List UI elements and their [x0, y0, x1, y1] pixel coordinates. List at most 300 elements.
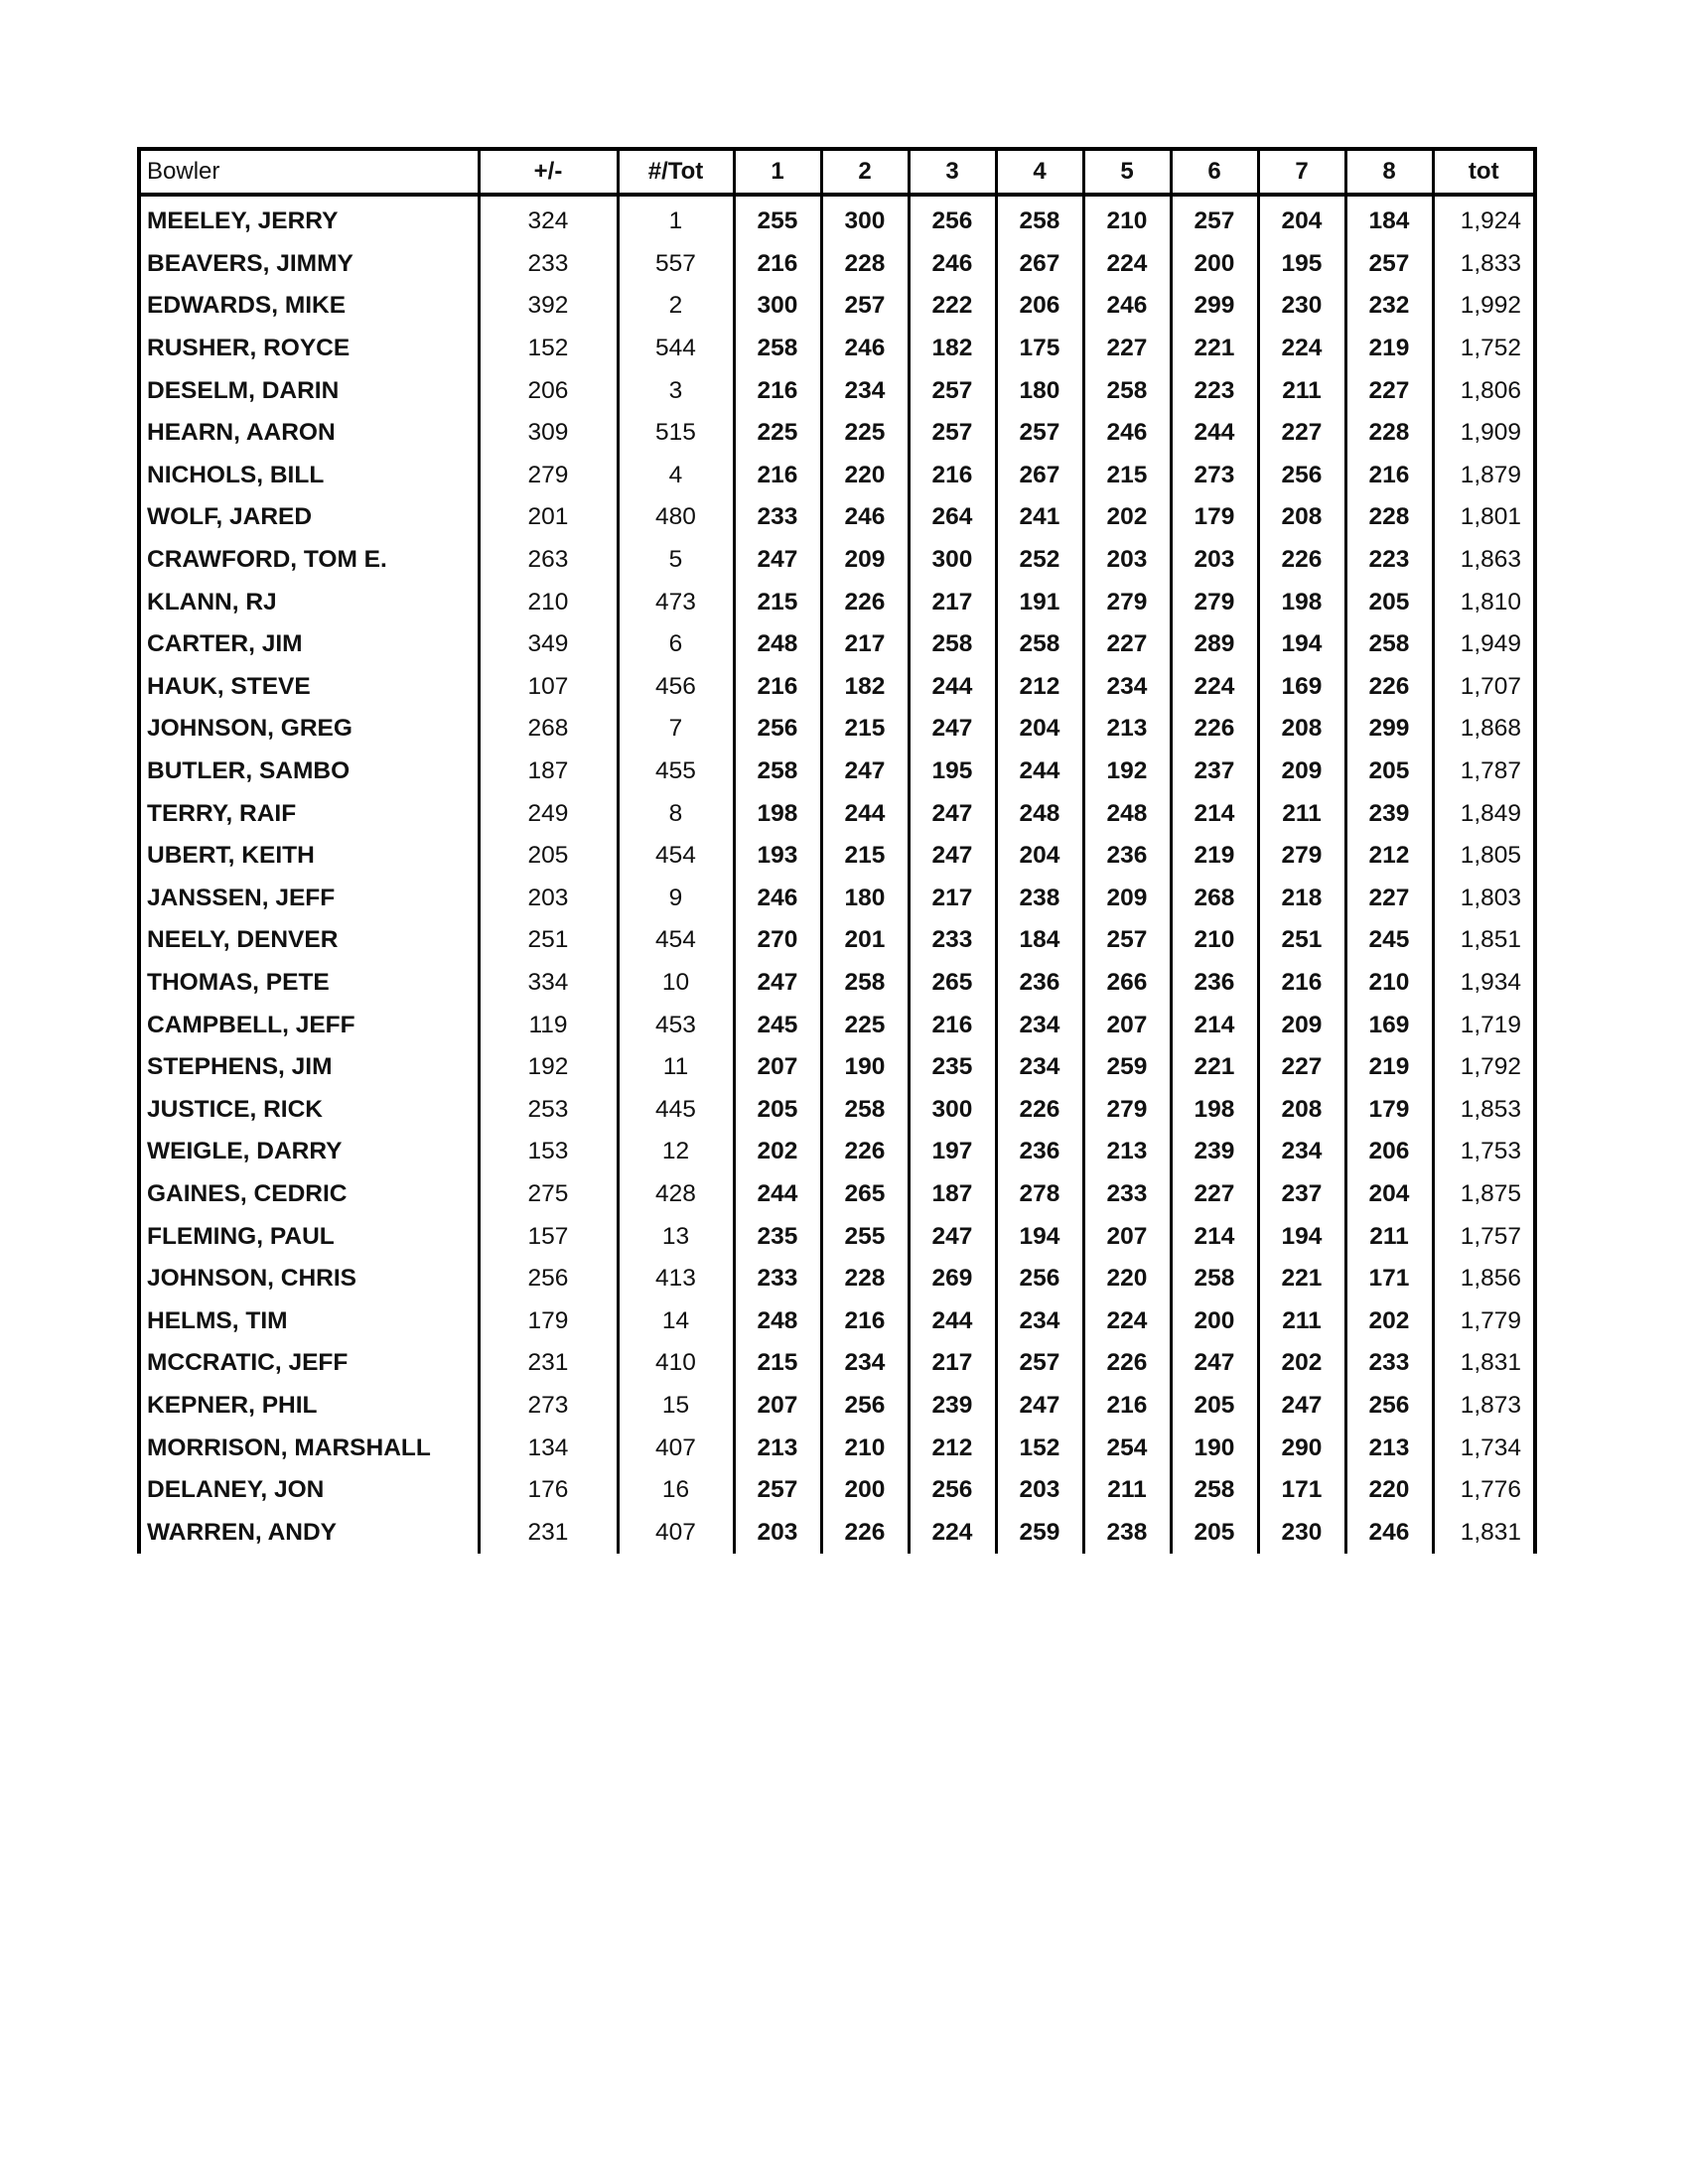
cell-game-5: 213 [1083, 708, 1171, 751]
cell-bowler: MCCRATIC, JEFF [139, 1342, 479, 1385]
column-header-game-1: 1 [734, 149, 821, 195]
cell-game-6: 237 [1171, 751, 1258, 793]
bowler-score-table [137, 147, 1537, 1554]
table-row [139, 792, 1535, 835]
cell-game-4: 184 [996, 919, 1083, 962]
cell-game-2: 217 [821, 623, 909, 666]
cell-game-3: 300 [909, 539, 996, 582]
cell-game-6: 214 [1171, 1215, 1258, 1258]
cell-game-8: 184 [1345, 195, 1433, 243]
cell-game-1: 255 [734, 195, 821, 243]
cell-game-7: 227 [1258, 1046, 1345, 1089]
cell-total: 1,875 [1433, 1173, 1535, 1216]
cell-game-4: 259 [996, 1511, 1083, 1554]
cell-game-1: 216 [734, 455, 821, 497]
cell-bowler: RUSHER, ROYCE [139, 328, 479, 370]
cell-game-4: 191 [996, 581, 1083, 623]
cell-game-3: 182 [909, 328, 996, 370]
cell-game-3: 216 [909, 1004, 996, 1046]
cell-game-7: 211 [1258, 369, 1345, 412]
cell-game-8: 232 [1345, 285, 1433, 328]
cell-game-4: 226 [996, 1088, 1083, 1131]
cell-plus-minus: 324 [479, 195, 618, 243]
cell-game-6: 236 [1171, 962, 1258, 1005]
cell-total: 1,853 [1433, 1088, 1535, 1131]
column-header-game-5: 5 [1083, 149, 1171, 195]
cell-game-8: 210 [1345, 962, 1433, 1005]
cell-game-3: 222 [909, 285, 996, 328]
cell-game-6: 221 [1171, 1046, 1258, 1089]
cell-game-8: 204 [1345, 1173, 1433, 1216]
cell-game-1: 216 [734, 243, 821, 286]
cell-game-3: 239 [909, 1385, 996, 1428]
cell-game-1: 245 [734, 1004, 821, 1046]
cell-game-3: 247 [909, 792, 996, 835]
table-row [139, 539, 1535, 582]
cell-game-3: 247 [909, 708, 996, 751]
cell-game-1: 205 [734, 1088, 821, 1131]
cell-plus-minus: 251 [479, 919, 618, 962]
cell-game-5: 220 [1083, 1258, 1171, 1300]
cell-game-7: 221 [1258, 1258, 1345, 1300]
table-row [139, 1385, 1535, 1428]
cell-bowler: CAMPBELL, JEFF [139, 1004, 479, 1046]
cell-game-5: 254 [1083, 1427, 1171, 1469]
cell-bowler: BUTLER, SAMBO [139, 751, 479, 793]
cell-game-8: 245 [1345, 919, 1433, 962]
cell-total: 1,909 [1433, 412, 1535, 455]
cell-game-1: 215 [734, 581, 821, 623]
cell-game-6: 200 [1171, 243, 1258, 286]
cell-game-2: 182 [821, 666, 909, 709]
cell-bowler: DELANEY, JON [139, 1469, 479, 1512]
cell-game-4: 204 [996, 708, 1083, 751]
cell-plus-minus: 231 [479, 1511, 618, 1554]
cell-total: 1,803 [1433, 878, 1535, 920]
cell-game-5: 207 [1083, 1004, 1171, 1046]
cell-game-2: 265 [821, 1173, 909, 1216]
cell-game-7: 237 [1258, 1173, 1345, 1216]
cell-plus-minus: 134 [479, 1427, 618, 1469]
cell-bowler: KLANN, RJ [139, 581, 479, 623]
cell-game-2: 228 [821, 1258, 909, 1300]
cell-game-6: 179 [1171, 496, 1258, 539]
table-row [139, 1173, 1535, 1216]
cell-game-6: 239 [1171, 1131, 1258, 1173]
cell-game-3: 197 [909, 1131, 996, 1173]
cell-total: 1,992 [1433, 285, 1535, 328]
cell-game-5: 215 [1083, 455, 1171, 497]
cell-game-4: 152 [996, 1427, 1083, 1469]
cell-game-6: 227 [1171, 1173, 1258, 1216]
cell-game-4: 203 [996, 1469, 1083, 1512]
cell-total: 1,734 [1433, 1427, 1535, 1469]
cell-plus-minus: 176 [479, 1469, 618, 1512]
cell-bowler: BEAVERS, JIMMY [139, 243, 479, 286]
cell-total: 1,810 [1433, 581, 1535, 623]
cell-game-1: 257 [734, 1469, 821, 1512]
cell-plus-minus: 206 [479, 369, 618, 412]
cell-total: 1,779 [1433, 1299, 1535, 1342]
cell-game-3: 264 [909, 496, 996, 539]
cell-game-6: 200 [1171, 1299, 1258, 1342]
cell-game-5: 211 [1083, 1469, 1171, 1512]
cell-game-5: 258 [1083, 369, 1171, 412]
cell-game-1: 235 [734, 1215, 821, 1258]
table-row [139, 1299, 1535, 1342]
cell-game-7: 234 [1258, 1131, 1345, 1173]
cell-pin-total: 515 [618, 412, 734, 455]
cell-game-4: 244 [996, 751, 1083, 793]
cell-game-7: 208 [1258, 708, 1345, 751]
cell-game-6: 244 [1171, 412, 1258, 455]
cell-game-3: 256 [909, 1469, 996, 1512]
cell-game-2: 247 [821, 751, 909, 793]
cell-game-1: 215 [734, 1342, 821, 1385]
cell-game-3: 247 [909, 835, 996, 878]
cell-total: 1,849 [1433, 792, 1535, 835]
cell-game-6: 273 [1171, 455, 1258, 497]
cell-bowler: CRAWFORD, TOM E. [139, 539, 479, 582]
cell-pin-total: 6 [618, 623, 734, 666]
cell-game-1: 202 [734, 1131, 821, 1173]
cell-game-2: 201 [821, 919, 909, 962]
cell-game-2: 210 [821, 1427, 909, 1469]
cell-plus-minus: 203 [479, 878, 618, 920]
cell-pin-total: 413 [618, 1258, 734, 1300]
cell-game-8: 219 [1345, 328, 1433, 370]
cell-game-8: 213 [1345, 1427, 1433, 1469]
cell-game-5: 234 [1083, 666, 1171, 709]
cell-game-4: 258 [996, 623, 1083, 666]
table-row [139, 369, 1535, 412]
cell-game-2: 220 [821, 455, 909, 497]
cell-game-2: 226 [821, 581, 909, 623]
table-row [139, 708, 1535, 751]
cell-game-7: 290 [1258, 1427, 1345, 1469]
cell-game-8: 228 [1345, 412, 1433, 455]
cell-game-2: 228 [821, 243, 909, 286]
cell-game-1: 248 [734, 623, 821, 666]
cell-pin-total: 410 [618, 1342, 734, 1385]
cell-bowler: HAUK, STEVE [139, 666, 479, 709]
cell-plus-minus: 268 [479, 708, 618, 751]
table-row [139, 835, 1535, 878]
cell-total: 1,801 [1433, 496, 1535, 539]
cell-pin-total: 4 [618, 455, 734, 497]
cell-game-2: 226 [821, 1511, 909, 1554]
cell-game-2: 256 [821, 1385, 909, 1428]
cell-game-8: 227 [1345, 369, 1433, 412]
cell-plus-minus: 256 [479, 1258, 618, 1300]
cell-game-5: 257 [1083, 919, 1171, 962]
cell-game-4: 252 [996, 539, 1083, 582]
cell-bowler: UBERT, KEITH [139, 835, 479, 878]
cell-total: 1,707 [1433, 666, 1535, 709]
cell-game-2: 225 [821, 1004, 909, 1046]
cell-plus-minus: 275 [479, 1173, 618, 1216]
cell-game-7: 194 [1258, 623, 1345, 666]
cell-game-6: 279 [1171, 581, 1258, 623]
cell-game-5: 248 [1083, 792, 1171, 835]
cell-total: 1,787 [1433, 751, 1535, 793]
cell-game-8: 205 [1345, 581, 1433, 623]
cell-game-3: 269 [909, 1258, 996, 1300]
cell-game-4: 206 [996, 285, 1083, 328]
cell-game-7: 218 [1258, 878, 1345, 920]
cell-game-2: 226 [821, 1131, 909, 1173]
cell-game-3: 235 [909, 1046, 996, 1089]
cell-game-3: 233 [909, 919, 996, 962]
cell-game-4: 256 [996, 1258, 1083, 1300]
cell-plus-minus: 210 [479, 581, 618, 623]
cell-pin-total: 473 [618, 581, 734, 623]
cell-game-5: 246 [1083, 412, 1171, 455]
table-row [139, 1258, 1535, 1300]
cell-pin-total: 15 [618, 1385, 734, 1428]
cell-game-2: 209 [821, 539, 909, 582]
cell-bowler: DESELM, DARIN [139, 369, 479, 412]
cell-game-5: 224 [1083, 243, 1171, 286]
cell-pin-total: 14 [618, 1299, 734, 1342]
cell-pin-total: 10 [618, 962, 734, 1005]
cell-game-1: 207 [734, 1385, 821, 1428]
cell-total: 1,924 [1433, 195, 1535, 243]
cell-game-6: 219 [1171, 835, 1258, 878]
cell-game-1: 193 [734, 835, 821, 878]
cell-game-2: 215 [821, 835, 909, 878]
cell-total: 1,805 [1433, 835, 1535, 878]
cell-game-4: 247 [996, 1385, 1083, 1428]
cell-game-3: 217 [909, 878, 996, 920]
cell-game-4: 234 [996, 1046, 1083, 1089]
cell-game-1: 233 [734, 1258, 821, 1300]
cell-game-2: 246 [821, 328, 909, 370]
cell-game-6: 210 [1171, 919, 1258, 962]
cell-plus-minus: 309 [479, 412, 618, 455]
cell-pin-total: 7 [618, 708, 734, 751]
table-row [139, 581, 1535, 623]
cell-bowler: MORRISON, MARSHALL [139, 1427, 479, 1469]
cell-game-4: 180 [996, 369, 1083, 412]
cell-game-7: 209 [1258, 751, 1345, 793]
cell-game-7: 211 [1258, 792, 1345, 835]
cell-game-2: 180 [821, 878, 909, 920]
cell-bowler: JOHNSON, GREG [139, 708, 479, 751]
cell-game-3: 244 [909, 666, 996, 709]
cell-total: 1,757 [1433, 1215, 1535, 1258]
cell-game-6: 224 [1171, 666, 1258, 709]
cell-game-5: 226 [1083, 1342, 1171, 1385]
cell-game-1: 300 [734, 285, 821, 328]
cell-game-8: 220 [1345, 1469, 1433, 1512]
cell-game-1: 207 [734, 1046, 821, 1089]
cell-game-1: 233 [734, 496, 821, 539]
table-row [139, 962, 1535, 1005]
cell-game-2: 246 [821, 496, 909, 539]
cell-plus-minus: 253 [479, 1088, 618, 1131]
cell-game-4: 257 [996, 1342, 1083, 1385]
cell-total: 1,753 [1433, 1131, 1535, 1173]
cell-game-7: 202 [1258, 1342, 1345, 1385]
cell-game-4: 236 [996, 1131, 1083, 1173]
cell-game-7: 227 [1258, 412, 1345, 455]
cell-pin-total: 455 [618, 751, 734, 793]
column-header-game-7: 7 [1258, 149, 1345, 195]
cell-pin-total: 5 [618, 539, 734, 582]
cell-game-3: 246 [909, 243, 996, 286]
cell-game-3: 257 [909, 369, 996, 412]
cell-bowler: CARTER, JIM [139, 623, 479, 666]
cell-game-3: 247 [909, 1215, 996, 1258]
cell-game-1: 216 [734, 666, 821, 709]
cell-game-7: 208 [1258, 496, 1345, 539]
cell-game-3: 265 [909, 962, 996, 1005]
cell-game-4: 241 [996, 496, 1083, 539]
cell-game-4: 236 [996, 962, 1083, 1005]
cell-game-6: 190 [1171, 1427, 1258, 1469]
cell-game-2: 225 [821, 412, 909, 455]
column-header-plus-minus: +/- [479, 149, 618, 195]
cell-game-5: 259 [1083, 1046, 1171, 1089]
cell-game-2: 215 [821, 708, 909, 751]
cell-game-4: 267 [996, 455, 1083, 497]
cell-game-3: 256 [909, 195, 996, 243]
cell-game-8: 257 [1345, 243, 1433, 286]
cell-total: 1,831 [1433, 1511, 1535, 1554]
column-header-game-3: 3 [909, 149, 996, 195]
cell-pin-total: 3 [618, 369, 734, 412]
cell-game-6: 247 [1171, 1342, 1258, 1385]
cell-game-1: 203 [734, 1511, 821, 1554]
cell-game-8: 258 [1345, 623, 1433, 666]
cell-game-1: 213 [734, 1427, 821, 1469]
cell-plus-minus: 334 [479, 962, 618, 1005]
table-row [139, 1004, 1535, 1046]
cell-game-8: 227 [1345, 878, 1433, 920]
cell-game-8: 179 [1345, 1088, 1433, 1131]
cell-pin-total: 454 [618, 919, 734, 962]
cell-game-7: 247 [1258, 1385, 1345, 1428]
cell-game-1: 258 [734, 751, 821, 793]
cell-pin-total: 2 [618, 285, 734, 328]
cell-pin-total: 544 [618, 328, 734, 370]
cell-bowler: HELMS, TIM [139, 1299, 479, 1342]
table-row [139, 412, 1535, 455]
cell-game-1: 256 [734, 708, 821, 751]
cell-game-4: 194 [996, 1215, 1083, 1258]
cell-pin-total: 456 [618, 666, 734, 709]
cell-plus-minus: 201 [479, 496, 618, 539]
cell-game-5: 216 [1083, 1385, 1171, 1428]
table-row [139, 1131, 1535, 1173]
cell-bowler: KEPNER, PHIL [139, 1385, 479, 1428]
cell-game-7: 204 [1258, 195, 1345, 243]
cell-game-3: 217 [909, 581, 996, 623]
cell-bowler: MEELEY, JERRY [139, 195, 479, 243]
cell-plus-minus: 187 [479, 751, 618, 793]
column-header-pin-total: #/Tot [618, 149, 734, 195]
cell-plus-minus: 392 [479, 285, 618, 328]
cell-game-5: 210 [1083, 195, 1171, 243]
cell-pin-total: 407 [618, 1511, 734, 1554]
table-row [139, 455, 1535, 497]
cell-game-7: 279 [1258, 835, 1345, 878]
cell-game-3: 217 [909, 1342, 996, 1385]
cell-game-6: 205 [1171, 1511, 1258, 1554]
cell-bowler: THOMAS, PETE [139, 962, 479, 1005]
cell-game-3: 187 [909, 1173, 996, 1216]
cell-game-4: 212 [996, 666, 1083, 709]
cell-game-8: 211 [1345, 1215, 1433, 1258]
cell-game-1: 198 [734, 792, 821, 835]
cell-plus-minus: 152 [479, 328, 618, 370]
cell-game-6: 257 [1171, 195, 1258, 243]
cell-pin-total: 557 [618, 243, 734, 286]
cell-game-4: 234 [996, 1299, 1083, 1342]
cell-game-6: 226 [1171, 708, 1258, 751]
cell-plus-minus: 157 [479, 1215, 618, 1258]
cell-game-4: 238 [996, 878, 1083, 920]
table-row [139, 666, 1535, 709]
cell-game-8: 226 [1345, 666, 1433, 709]
table-row [139, 1215, 1535, 1258]
table-row [139, 496, 1535, 539]
cell-game-6: 299 [1171, 285, 1258, 328]
cell-game-6: 289 [1171, 623, 1258, 666]
cell-bowler: WOLF, JARED [139, 496, 479, 539]
cell-game-3: 258 [909, 623, 996, 666]
cell-game-8: 219 [1345, 1046, 1433, 1089]
header-row [139, 149, 1535, 195]
cell-total: 1,752 [1433, 328, 1535, 370]
cell-pin-total: 454 [618, 835, 734, 878]
cell-total: 1,833 [1433, 243, 1535, 286]
cell-game-8: 299 [1345, 708, 1433, 751]
cell-total: 1,719 [1433, 1004, 1535, 1046]
cell-game-3: 257 [909, 412, 996, 455]
cell-game-8: 246 [1345, 1511, 1433, 1554]
column-header-game-2: 2 [821, 149, 909, 195]
cell-game-1: 246 [734, 878, 821, 920]
cell-bowler: FLEMING, PAUL [139, 1215, 479, 1258]
cell-game-8: 233 [1345, 1342, 1433, 1385]
cell-game-4: 175 [996, 328, 1083, 370]
cell-total: 1,949 [1433, 623, 1535, 666]
cell-game-2: 255 [821, 1215, 909, 1258]
cell-game-6: 258 [1171, 1258, 1258, 1300]
cell-total: 1,806 [1433, 369, 1535, 412]
cell-game-5: 279 [1083, 581, 1171, 623]
cell-game-4: 278 [996, 1173, 1083, 1216]
cell-pin-total: 8 [618, 792, 734, 835]
cell-plus-minus: 179 [479, 1299, 618, 1342]
cell-total: 1,776 [1433, 1469, 1535, 1512]
cell-game-2: 216 [821, 1299, 909, 1342]
cell-plus-minus: 273 [479, 1385, 618, 1428]
cell-game-7: 251 [1258, 919, 1345, 962]
cell-bowler: TERRY, RAIF [139, 792, 479, 835]
cell-pin-total: 9 [618, 878, 734, 920]
column-header-game-8: 8 [1345, 149, 1433, 195]
cell-bowler: NICHOLS, BILL [139, 455, 479, 497]
table-body [139, 195, 1535, 1554]
cell-game-8: 256 [1345, 1385, 1433, 1428]
cell-plus-minus: 119 [479, 1004, 618, 1046]
cell-game-2: 200 [821, 1469, 909, 1512]
cell-game-5: 202 [1083, 496, 1171, 539]
cell-game-2: 244 [821, 792, 909, 835]
